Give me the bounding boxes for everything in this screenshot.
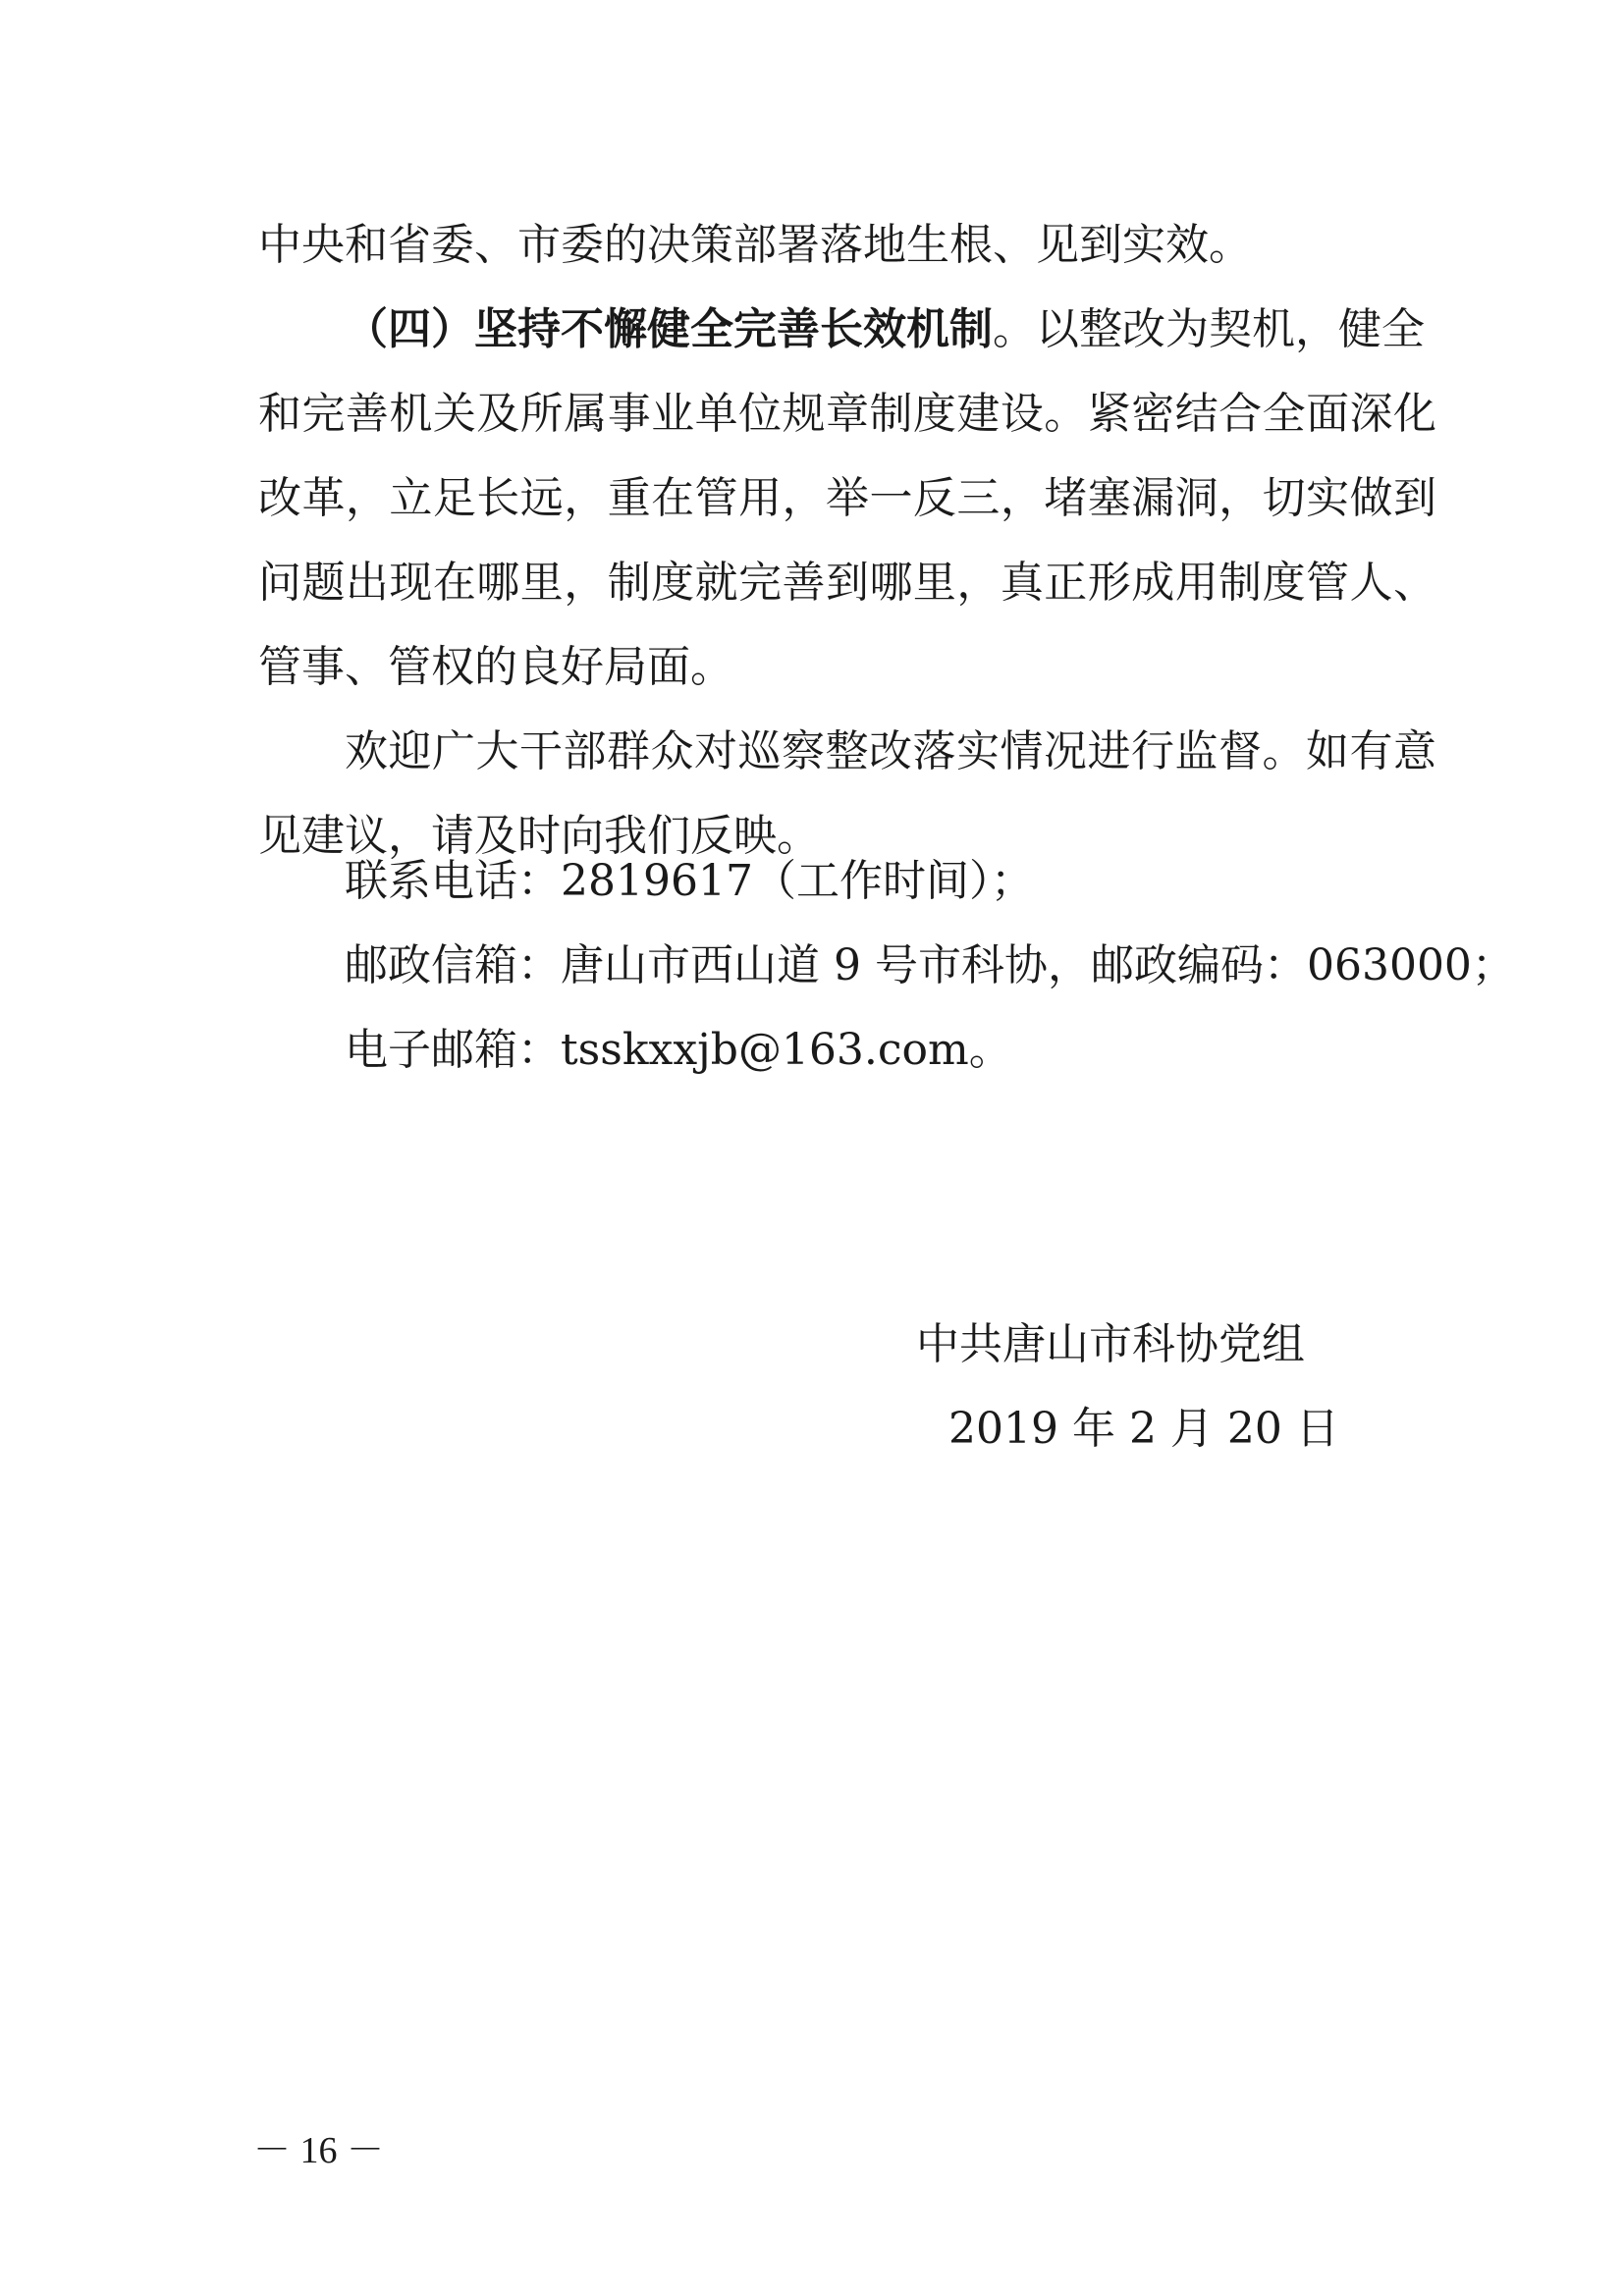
section-4-heading: （四）坚持不懈健全完善长效机制 xyxy=(345,304,993,354)
signature-date: 2019 年 2 月 20 日 xyxy=(948,1404,1339,1454)
contact-email: 电子邮箱：tsskxxjb@163.com。 xyxy=(345,1025,1012,1075)
welcome-line: 见建议，请及时向我们反映。 xyxy=(258,811,820,861)
paragraph-line: 改革，立足长远，重在管用，举一反三，堵塞漏洞，切实做到 xyxy=(258,473,1436,523)
paragraph-line: 问题出现在哪里，制度就完善到哪里，真正形成用制度管人、 xyxy=(258,558,1436,608)
section-4-first-line xyxy=(345,300,1436,359)
contact-postal: 邮政信箱：唐山市西山道 9 号市科协，邮政编码：063000； xyxy=(345,940,1515,990)
page-number: － 16 － xyxy=(253,2130,385,2171)
paragraph-line: 中央和省委、市委的决策部署落地生根、见到实效。 xyxy=(258,220,1252,270)
paragraph-line: 和完善机关及所属事业单位规章制度建设。紧密结合全面深化 xyxy=(258,389,1436,439)
signature-organization: 中共唐山市科协党组 xyxy=(916,1319,1305,1369)
paragraph-line: 管事、管权的良好局面。 xyxy=(258,642,733,692)
welcome-line: 欢迎广大干部群众对巡察整改落实情况进行监督。如有意 xyxy=(345,726,1436,776)
contact-phone: 联系电话：2819617（工作时间）； xyxy=(345,856,1034,906)
section-4-text: 。以整改为契机，健全 xyxy=(993,304,1425,354)
